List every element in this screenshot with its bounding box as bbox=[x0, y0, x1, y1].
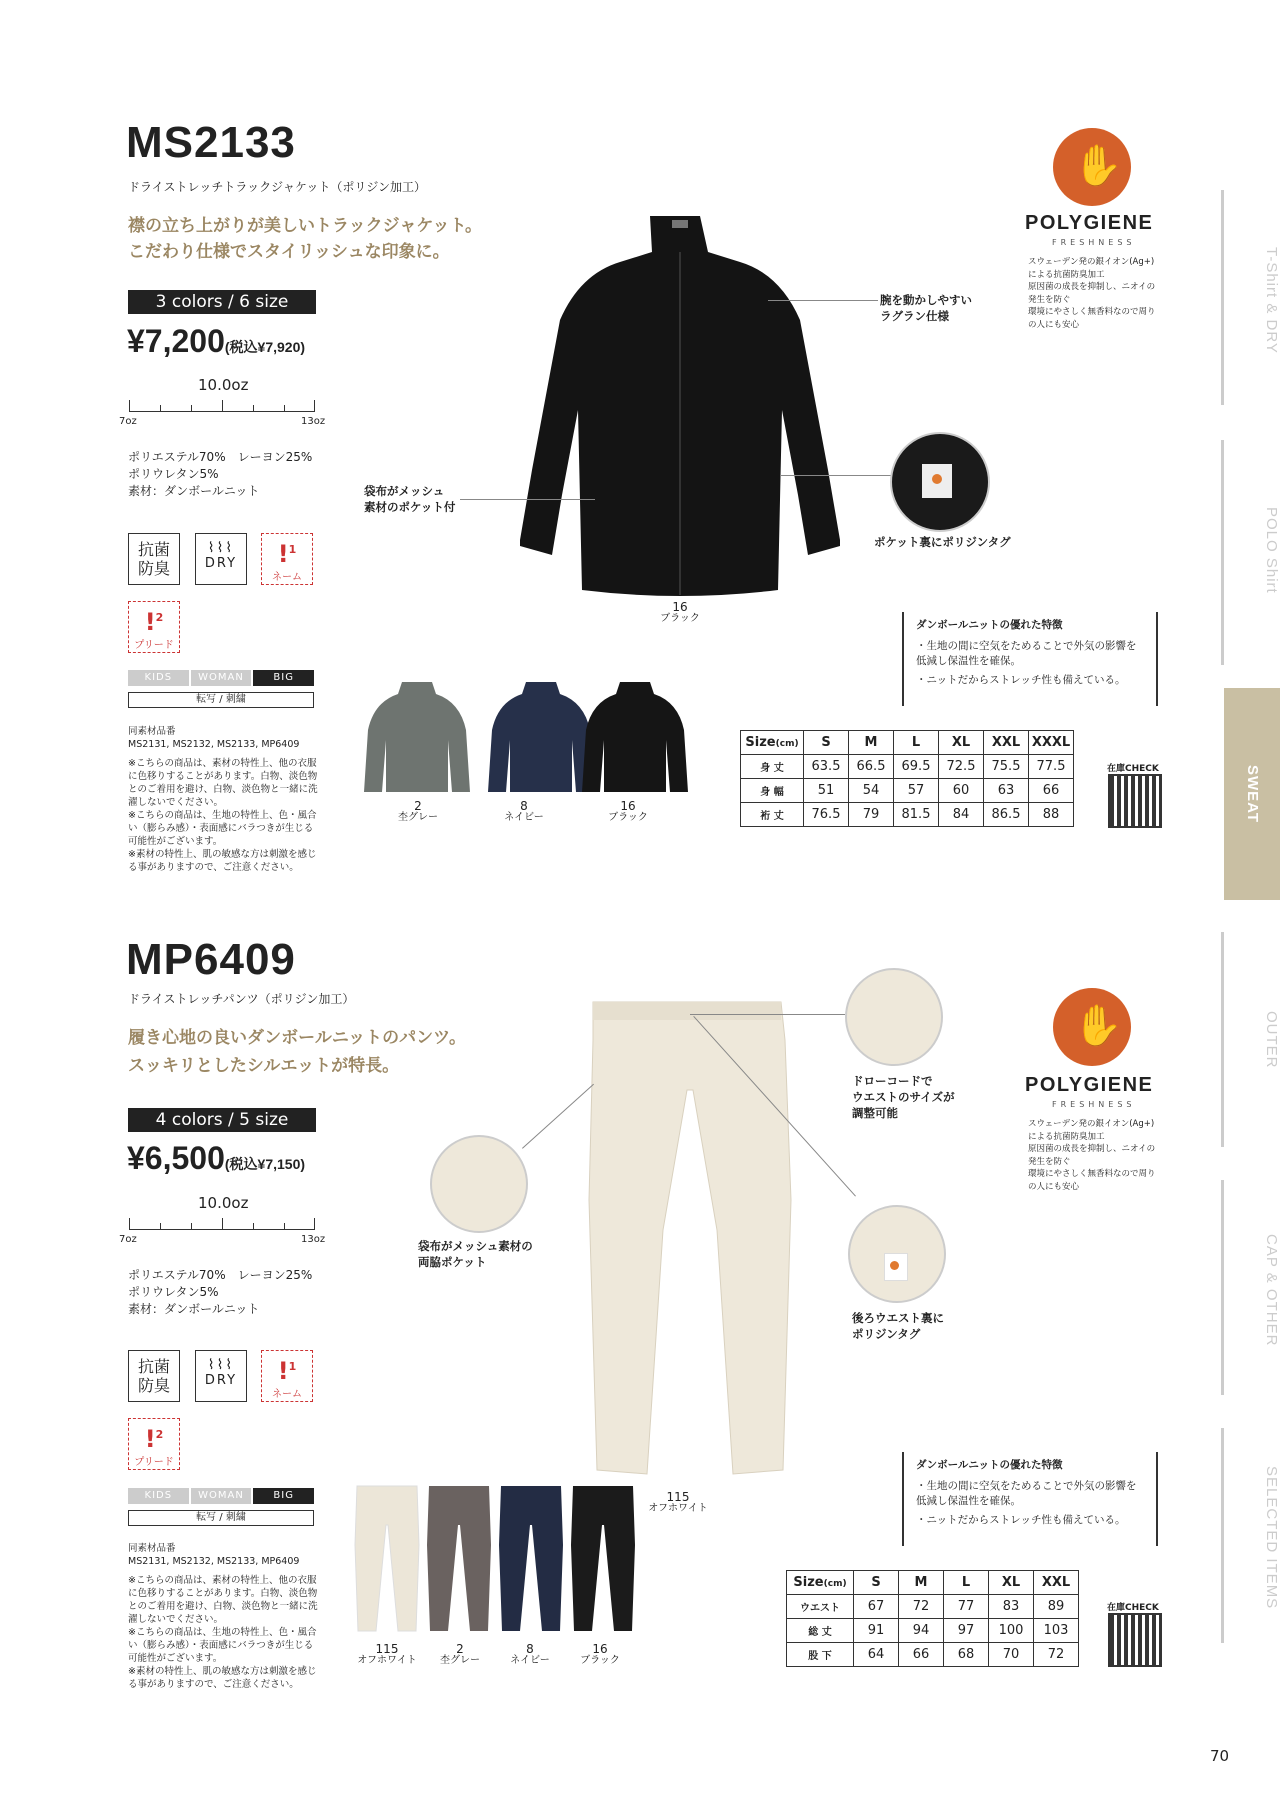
weight-value: 10.0oz bbox=[198, 1194, 249, 1212]
bleed-warning-num: 2 bbox=[155, 611, 164, 624]
drawcord-detail-image bbox=[845, 968, 943, 1066]
print-method: 転写 / 刺繍 bbox=[128, 1510, 314, 1526]
waist-tag-detail-image bbox=[848, 1205, 946, 1303]
product-subtitle: ドライストレッチパンツ（ポリジン加工） bbox=[128, 992, 355, 1006]
name-warning-icon: !$^1$ ネーム bbox=[261, 1350, 313, 1402]
leader-raglan bbox=[768, 300, 878, 301]
leader-pocket bbox=[522, 1084, 594, 1149]
bleed-warning-text: プリード bbox=[134, 1457, 174, 1468]
same-material-list: MS2131, MS2132, MS2133, MP6409 bbox=[128, 739, 300, 750]
swatch-image-black bbox=[580, 680, 690, 795]
price bbox=[127, 323, 305, 360]
variant-bar: 4 colors / 5 size bbox=[128, 1108, 316, 1132]
callout-pocket: 袋布がメッシュ素材の 両脇ポケット bbox=[418, 1239, 533, 1269]
name-warning-num: 1 bbox=[288, 1360, 297, 1373]
weight-max: 13oz bbox=[301, 416, 326, 427]
pocket-detail-image bbox=[430, 1135, 528, 1233]
material-line: 素材：ダンボールニット bbox=[128, 484, 260, 498]
polygiene-sub: FRESHNESS bbox=[1052, 238, 1136, 247]
stock-check-label: 在庫CHECK bbox=[1107, 764, 1159, 774]
name-warning-text: ネーム bbox=[272, 572, 302, 583]
material-line: ポリウレタン5% bbox=[128, 1285, 219, 1299]
antibacterial-icon bbox=[128, 1350, 180, 1402]
main-color-label: 16 ブラック bbox=[660, 600, 700, 624]
swatch-label-gray: 2 杢グレー bbox=[398, 799, 438, 823]
leader-drawcord bbox=[690, 1014, 845, 1015]
name-warning-num: 1 bbox=[288, 543, 297, 556]
antibac-text: 防臭 bbox=[137, 559, 170, 578]
same-material-label: 同素材品番 bbox=[128, 1543, 176, 1554]
jacket-main-image bbox=[500, 210, 860, 610]
swatch-image-navy bbox=[498, 1485, 564, 1633]
callout-drawcord: ドローコードで ウエストのサイズが 調整可能 bbox=[852, 1074, 955, 1120]
bleed-warning-icon: !$^2$ プリード bbox=[128, 1418, 180, 1470]
dry-icon: ⌇⌇⌇ DRY bbox=[195, 1350, 247, 1402]
callout-waist-tag: 後ろウエスト裏に ポリジンタグ bbox=[852, 1311, 944, 1341]
qr-code-icon[interactable] bbox=[1110, 776, 1160, 826]
name-warning-icon: !$^1$ ネーム bbox=[261, 533, 313, 585]
size-category-tags bbox=[128, 670, 314, 686]
polygiene-sub: FRESHNESS bbox=[1052, 1100, 1136, 1109]
dry-icon: ⌇⌇⌇ DRY bbox=[195, 533, 247, 585]
price bbox=[127, 1140, 305, 1177]
materials bbox=[128, 1267, 312, 1318]
pants-main-image bbox=[585, 1000, 795, 1480]
swatch-label-black: 16 ブラック bbox=[608, 799, 648, 823]
care-notes: ※こちらの商品は、素材の特性上、他の衣服に色移りすることがあります。白物、淡色物とのご着用を避け、白物、淡色物と一緒に洗濯しないでください。 ※こちらの商品は、生地の特性上、色・風合い（膨らみ感）・表面感にバラつきが生じる可能性がございます。 ※素材の特性上、肌の敏感な方は刺激を感じる事がありますので、ご注意ください。 bbox=[128, 758, 318, 873]
polygiene-logo-2: ✋ bbox=[1053, 988, 1131, 1066]
swatch-label-black: 16 ブラック bbox=[580, 1642, 620, 1666]
leader-pocket bbox=[460, 499, 595, 500]
same-material-list: MS2131, MS2132, MS2133, MP6409 bbox=[128, 1556, 300, 1567]
tag-detail-image bbox=[890, 432, 990, 532]
catch-copy-2: スッキリとしたシルエットが特長。 bbox=[128, 1056, 400, 1076]
leader-tag bbox=[780, 475, 892, 476]
material-line: ポリエステル70% レーヨン25% bbox=[128, 1268, 313, 1282]
tag-kids: KIDS bbox=[128, 1488, 189, 1504]
size-table: Size(cm) S M L XL XXL XXXL 身 丈 63.5 66.5 69.5 72.5 75.5 77.5 身 幅 51 54 57 60 63 66 裄 丈 76.5 79 81.5 84 86.5 88 bbox=[740, 730, 1074, 827]
swatch-label-gray: 2 杢グレー bbox=[440, 1642, 480, 1666]
main-color-label: 115 オフホワイト bbox=[648, 1490, 708, 1514]
swatch-label-navy: 8 ネイビー bbox=[504, 799, 544, 823]
weight-min: 7oz bbox=[119, 416, 137, 427]
antibac-text: 抗菌 bbox=[137, 1357, 170, 1376]
polygiene-bullets: スウェーデン発の銀イオン(Ag+)による抗菌防臭加工 原因菌の成長を抑制し、ニオイの発生を防ぐ 環境にやさしく無香料なので周りの人にも安心 bbox=[1028, 257, 1156, 330]
size-category-tags bbox=[128, 1488, 314, 1504]
callout-tag: ポケット裏にポリジンタグ bbox=[874, 535, 1011, 549]
antibacterial-icon bbox=[128, 533, 180, 585]
tag-big: BIG bbox=[253, 1488, 314, 1504]
price-tax: (税込¥7,150) bbox=[224, 1156, 306, 1172]
catch-copy-1: 履き心地の良いダンボールニットのパンツ。 bbox=[128, 1028, 466, 1048]
tag-kids: KIDS bbox=[128, 670, 189, 686]
catch-copy-2: こだわり仕様でスタイリッシュな印象に。 bbox=[128, 242, 450, 262]
side-tab-tshirt[interactable]: T-Shirt & DRY bbox=[1263, 246, 1280, 354]
side-tab-polo[interactable]: POLO Shirt bbox=[1263, 506, 1280, 594]
price-value: ¥7,200 bbox=[127, 323, 225, 359]
print-method: 転写 / 刺繍 bbox=[128, 692, 314, 708]
care-notes: ※こちらの商品は、素材の特性上、他の衣服に色移りすることがあります。白物、淡色物とのご着用を避け、白物、淡色物と一緒に洗濯しないでください。 ※こちらの商品は、生地の特性上、色・風合い（膨らみ感）・表面感にバラつきが生じる可能性がございます。 ※素材の特性上、肌の敏感な方は刺激を感じる事がありますので、ご注意ください。 bbox=[128, 1575, 318, 1690]
callout-pocket: 袋布がメッシュ 素材のポケット付 bbox=[364, 484, 456, 514]
antibac-text: 抗菌 bbox=[137, 540, 170, 559]
material-line: 素材：ダンボールニット bbox=[128, 1302, 260, 1316]
swatch-image-offwhite bbox=[354, 1485, 420, 1633]
product-subtitle: ドライストレッチトラックジャケット（ポリジン加工） bbox=[128, 180, 427, 194]
stock-check-label: 在庫CHECK bbox=[1107, 1603, 1159, 1613]
bleed-warning-num: 2 bbox=[155, 1428, 164, 1441]
price-tax: (税込¥7,920) bbox=[224, 339, 306, 355]
antibac-text: 防臭 bbox=[137, 1376, 170, 1395]
materials bbox=[128, 449, 312, 500]
weight-min: 7oz bbox=[119, 1234, 137, 1245]
weight-scale bbox=[129, 399, 315, 412]
polygiene-name: POLYGIENE bbox=[1025, 1074, 1154, 1096]
weight-max: 13oz bbox=[301, 1234, 326, 1245]
swatch-label-navy: 8 ネイビー bbox=[510, 1642, 550, 1666]
side-tab-selected[interactable]: SELECTED ITEMS bbox=[1263, 1465, 1280, 1610]
model-number: MP6409 bbox=[126, 935, 296, 984]
weight-value: 10.0oz bbox=[198, 376, 249, 394]
feature-box: ダンボールニットの優れた特徴 ・生地の間に空気をためることで外気の影響を低減し保温性を確保。 ・ニットだからストレッチ性も備えている。 bbox=[902, 612, 1158, 706]
swatch-label-offwhite: 115 オフホワイト bbox=[357, 1642, 417, 1666]
polygiene-bullets: スウェーデン発の銀イオン(Ag+)による抗菌防臭加工 原因菌の成長を抑制し、ニオイの発生を防ぐ 環境にやさしく無香料なので周りの人にも安心 bbox=[1028, 1119, 1156, 1192]
model-number: MS2133 bbox=[126, 118, 296, 167]
tag-woman: WOMAN bbox=[191, 1488, 252, 1504]
qr-code-icon[interactable] bbox=[1110, 1615, 1160, 1665]
swatch-image-black bbox=[570, 1485, 636, 1633]
weight-scale bbox=[129, 1217, 315, 1230]
price-value: ¥6,500 bbox=[127, 1140, 225, 1176]
side-tab-outer[interactable]: OUTER bbox=[1263, 1011, 1280, 1069]
swatch-image-gray bbox=[426, 1485, 492, 1633]
material-line: ポリウレタン5% bbox=[128, 467, 219, 481]
page-number: 70 bbox=[1210, 1747, 1230, 1765]
catch-copy-1: 襟の立ち上がりが美しいトラックジャケット。 bbox=[128, 216, 482, 236]
side-tab-cap[interactable]: CAP & OTHER bbox=[1263, 1233, 1280, 1347]
bleed-warning-icon: !$^2$ プリード bbox=[128, 601, 180, 653]
feature-box: ダンボールニットの優れた特徴 ・生地の間に空気をためることで外気の影響を低減し保温性を確保。 ・ニットだからストレッチ性も備えている。 bbox=[902, 1452, 1158, 1546]
callout-raglan: 腕を動かしやすい ラグラン仕様 bbox=[880, 293, 972, 323]
variant-bar: 3 colors / 6 size bbox=[128, 290, 316, 314]
name-warning-text: ネーム bbox=[272, 1389, 302, 1400]
material-line: ポリエステル70% レーヨン25% bbox=[128, 450, 313, 464]
tag-big: BIG bbox=[253, 670, 314, 686]
dry-text: DRY bbox=[204, 556, 238, 571]
bleed-warning-text: プリード bbox=[134, 640, 174, 651]
tag-woman: WOMAN bbox=[191, 670, 252, 686]
polygiene-name: POLYGIENE bbox=[1025, 212, 1154, 234]
dry-text: DRY bbox=[204, 1373, 238, 1388]
polygiene-logo-1: ✋ bbox=[1053, 128, 1131, 206]
side-tab-sweat[interactable]: SWEAT bbox=[1224, 688, 1280, 900]
size-table: Size(cm) S M L XL XXL ウエスト 67 72 77 83 89 総 丈 91 94 97 100 103 股 下 64 66 68 70 72 bbox=[786, 1570, 1079, 1667]
swatch-image-gray bbox=[362, 680, 472, 795]
same-material-label: 同素材品番 bbox=[128, 726, 176, 737]
